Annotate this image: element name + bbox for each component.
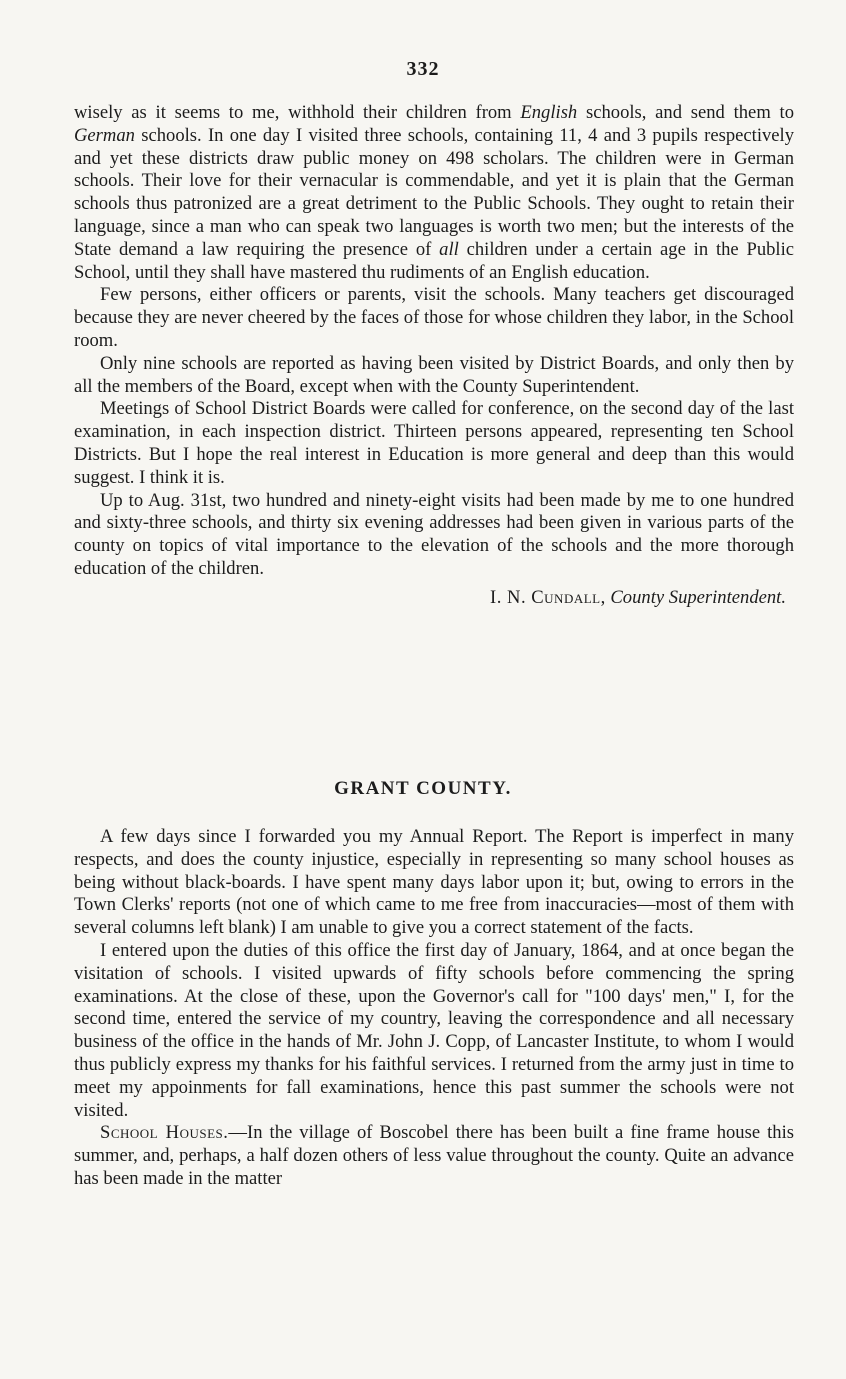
- paragraph: I entered upon the duties of this office the first day of January, 1864, and at once began the visitation of schools. I visited upwards of fifty schools before commencing the spring examinations. At the close of these, upon the Governor's call for "100 days' men," I, for the second time, entered the service of my country, leaving the correspondence and all necessary business of the office in the hands of Mr. John J. Copp, of Lancaster Institute, to whom I would thus publicly express my thanks for his faithful services. I returned from the army just in time to meet my appoinments for fall examinations, hence this past summer the schools were not visited.: [74, 939, 794, 1121]
- signature-name: I. N. Cundall,: [490, 586, 606, 608]
- italic-text: German: [74, 124, 135, 146]
- text-run: children under a certain age in the Public School, until they shall have mastered thu rudiments of an English education.: [74, 238, 795, 283]
- italic-text: all: [439, 238, 459, 260]
- page-number: 332: [406, 58, 440, 80]
- paragraph-label: School Houses.: [100, 1122, 229, 1144]
- text-run: wisely as it seems to me, withhold their children from: [74, 102, 521, 123]
- paragraph: Few persons, either officers or parents, visit the schools. Many teachers get discouraged because they are never cheered by the faces of those for whose children they labor, in the School room.: [74, 284, 794, 351]
- text-run: —In the village of Boscobel there has been built a fine frame house this summer, and, perhaps, a half dozen others of less value throughout the county. Quite an advance has been made in the matter: [74, 1122, 794, 1189]
- paragraph: Up to Aug. 31st, two hundred and ninety-eight visits had been made by me to one hundred and sixty-three schools, and thirty six evening addresses had been given in various parts of the county on topics of vital importance to the elevation of the schools and the more thorough education of the children.: [74, 489, 794, 579]
- paragraph: [74, 102, 794, 284]
- italic-text: English: [520, 102, 578, 123]
- paragraph: [74, 1122, 794, 1190]
- report-continuation: [74, 102, 794, 610]
- signature: [74, 587, 794, 610]
- paragraph: Meetings of School District Boards were called for conference, on the second day of the last examination, in each inspection district. Thirteen persons appeared, representing ten School Districts. But I hope the real interest in Education is more general and deep than this would suggest. I think it is.: [74, 398, 794, 488]
- grant-county-report: [74, 826, 794, 1191]
- paragraph: Only nine schools are reported as having been visited by District Boards, and only then by all the members of the Board, except when with the County Superintendent.: [74, 352, 794, 397]
- signature-title: County Superintendent.: [610, 586, 786, 608]
- paragraph: A few days since I forwarded you my Annual Report. The Report is imperfect in many respects, and does the county injustice, especially in representing so many school houses as being without black-boards. I have spent many days labor upon it; but, owing to errors in the Town Clerks' reports (not one of which came to me free from inaccuracies—most of them with several columns left blank) I am unable to give you a correct statement of the facts.: [74, 826, 794, 939]
- text-run: schools. In one day I visited three schools, containing 11, 4 and 3 pupils respectively and yet these districts draw public money on 498 scholars. The children were in German schools. Their love for their vernacular is commendable, and yet it is plain that the German schools thus patronized are a great detriment to the Public Schools. They ought to retain their language, since a man who can speak two languages is worth two men; but the interests of the State demand a law requiring the presence of: [74, 124, 794, 260]
- section-heading: GRANT COUNTY.: [334, 778, 512, 799]
- text-run: schools, and send them to: [577, 102, 794, 123]
